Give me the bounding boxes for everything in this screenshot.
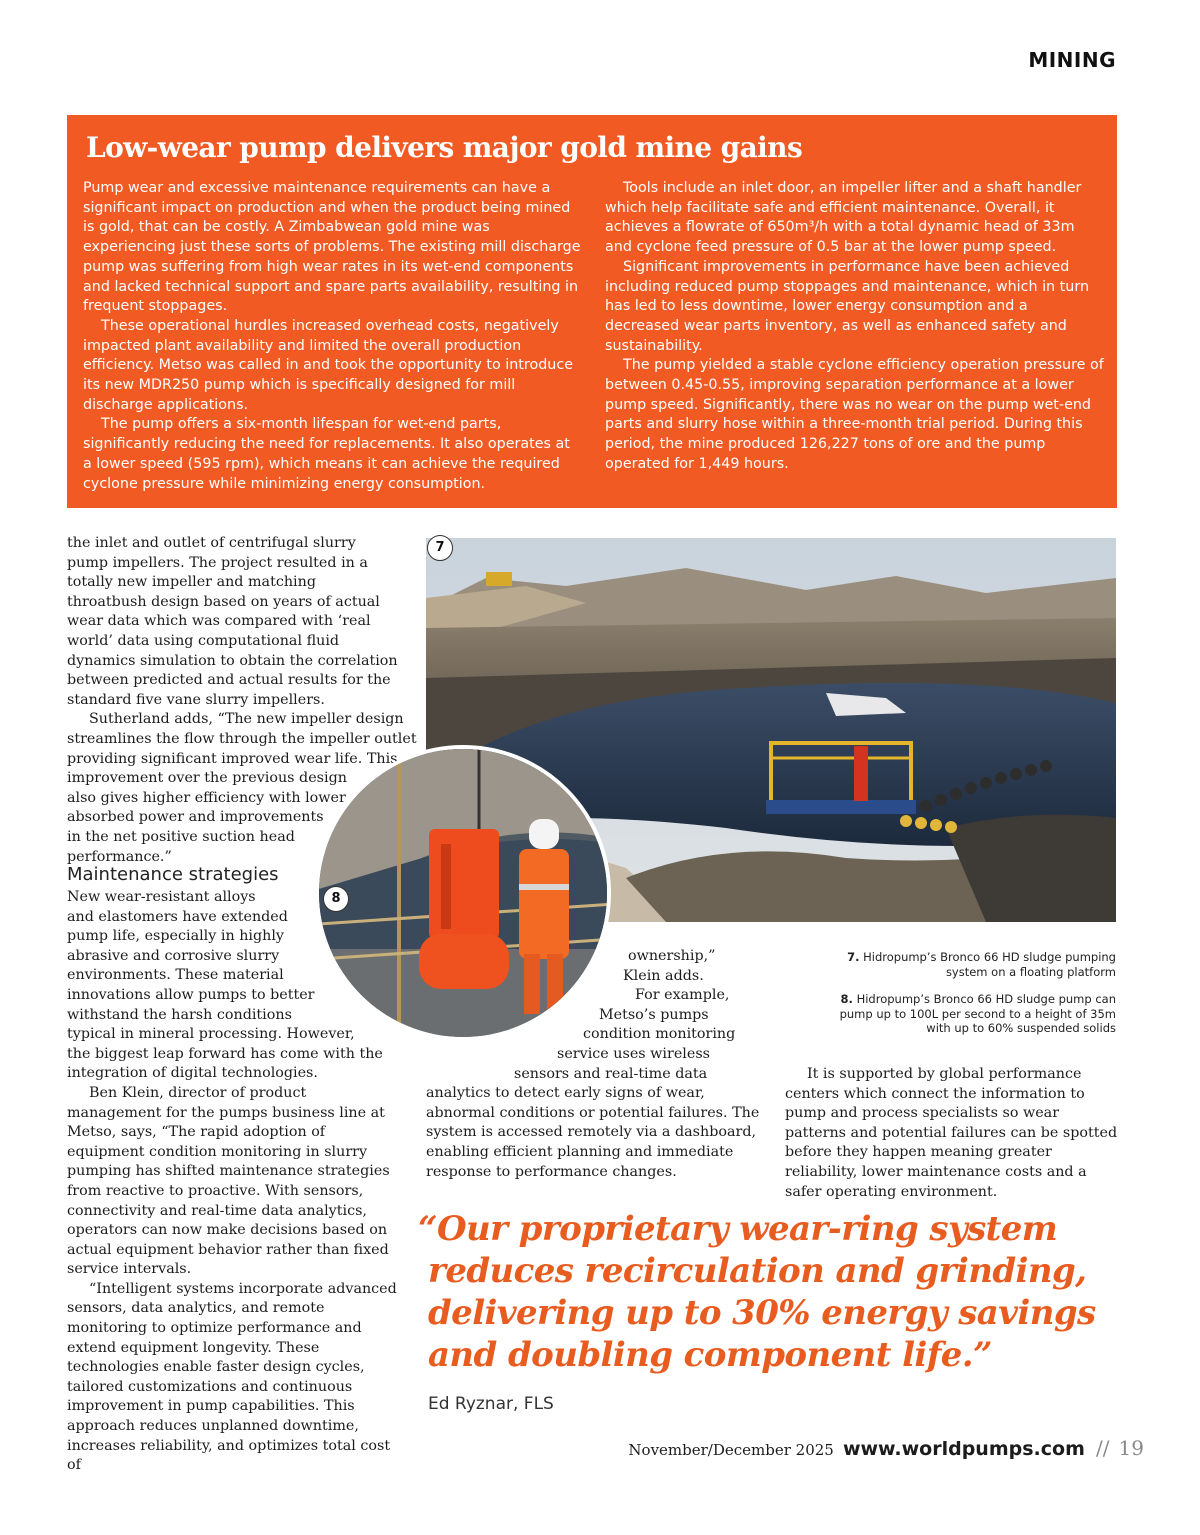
text-line: integration of digital technologies. [67, 1065, 318, 1082]
text-line: in the net positive suction head [67, 828, 295, 845]
caption-number: 8. [840, 992, 853, 1006]
text-line: sensors and real-time data [514, 1065, 708, 1082]
text-line: condition monitoring [583, 1026, 736, 1043]
caption-number: 7. [847, 950, 860, 964]
text-line: and elastomers have extended [67, 908, 288, 925]
body-paragraph: “Intelligent systems incorporate advanced sensors, data analytics, and remote monitoring to optimize performance and extend equipment longevity. These technologies enable faster design cycles, tailored customizations and continuous improvement in pump capabilities. This approach reduces unplanned downtime, increases reliability, and optimizes total cost of [67, 1280, 397, 1474]
text-line: also gives higher efficiency with lower [67, 789, 346, 806]
text-line: abrasive and corrosive slurry [67, 947, 280, 964]
text-line: service uses wireless [557, 1045, 710, 1062]
figure-7-caption [816, 950, 1116, 979]
text-line: innovations allow pumps to better [67, 986, 315, 1003]
body-paragraph: Ben Klein, director of product management for the pumps business line at Metso, says, “The rapid adoption of equipment condition monitoring in slurry pumping has shifted maintenance strategies from reactive to proactive. With sensors, connectivity and real-time data analytics, operators can now make decisions based on actual equipment behavior rather than fixed service intervals. [67, 1084, 390, 1278]
feature-box-title: Low-wear pump delivers major gold mine gains [86, 131, 803, 164]
website-link[interactable]: www.worldpumps.com [842, 1438, 1085, 1460]
text-line: the biggest leap forward has come with the [67, 1045, 383, 1062]
text-line: improvement over the previous design [67, 770, 347, 787]
figure-7-badge: 7 [427, 535, 453, 561]
pull-quote-line: reduces recirculation and grinding, [428, 1251, 1087, 1291]
pull-quote-line: delivering up to 30% energy savings [428, 1293, 1096, 1333]
feature-box-paragraph: Significant improvements in performance have been achieved including reduced pump stoppages and maintenance, which in turn has led to less downtime, lower energy consumption and a decreased wear parts inventory, as well as enhanced safety and sustainability. [605, 258, 1090, 354]
text-line: withstand the harsh conditions [67, 1006, 292, 1023]
feature-box-paragraph: The pump yielded a stable cyclone efficiency operation pressure of between 0.45-0.55, improving separation performance at a lower pump speed. Significantly, there was no wear on the pump wet-end parts and slurry hose within a three-month trial period. During this period, the mine produced 126,227 tons of ore and the pump operated for 1,449 hours. [605, 357, 1104, 472]
text-line: environments. These material [67, 967, 284, 984]
middle-column [426, 947, 766, 1182]
text-line: typical in mineral processing. However, [67, 1026, 355, 1043]
body-paragraph: It is supported by global performance centers which connect the information to pump and process specialists so wear patterns and potential failures can be spotted before they happen meaning greater reliability, lower maintenance costs and a safer operating environment. [785, 1066, 1118, 1200]
body-paragraph: the inlet and outlet of centrifugal slurry pump impellers. The project resulted in a totally new impeller and matching throatbush design based on years of actual wear data which was compared with ‘real world’ data using computational fluid dynamics simulation to obtain the correlation between predicted and actual results for the standard five vane slurry impellers. [67, 535, 398, 708]
text-line: pump life, especially in highly [67, 928, 284, 945]
text-line: New wear-resistant alloys [67, 889, 256, 905]
footer-separator: // [1095, 1436, 1110, 1460]
pull-quote-line: and doubling component life.” [428, 1335, 992, 1375]
text-line: For example, [635, 987, 730, 1004]
page-number: 19 [1118, 1436, 1144, 1460]
page-footer [628, 1436, 1144, 1460]
feature-box [67, 115, 1117, 508]
text-line: Klein adds. [623, 967, 704, 984]
feature-box-paragraph: These operational hurdles increased overhead costs, negatively impacted plant availability and limited the overall production efficiency. Metso was called in and took the opportunity to introduce its new MDR250 pump which is specifically designed for mill discharge applications. [83, 317, 574, 413]
pull-quote-attribution: Ed Ryznar, FLS [428, 1394, 554, 1414]
text-line: streamlines the flow through the impeller outlet [67, 730, 417, 747]
text-line: Metso’s pumps [599, 1006, 709, 1023]
text-line: Sutherland adds, “The new impeller design [89, 711, 404, 728]
right-column [785, 1065, 1120, 1202]
figure-8-badge: 8 [323, 886, 349, 912]
text-line: performance.” [67, 848, 172, 865]
subheading: Maintenance strategies [67, 864, 279, 885]
feature-box-paragraph: Pump wear and excessive maintenance requirements can have a significant impact on production and when the product being mined is gold, that can be costly. A Zimbabwean gold mine was experiencing just these sorts of problems. The existing mill discharge pump was suffering from high wear rates in its wet-end components and lacked technical support and spare parts availability, resulting in frequent stoppages. [83, 180, 581, 315]
caption-text: Hidropump’s Bronco 66 HD sludge pumping system on a floating platform [863, 950, 1116, 979]
text-line: ownership,” [628, 948, 716, 964]
body-paragraph: analytics to detect early signs of wear, abnormal conditions or potential failures. The system is accessed remotely via a dashboard, enabling efficient planning and immediate response to performance changes. [426, 1085, 760, 1180]
text-line: providing significant improved wear life. This [67, 750, 398, 767]
feature-box-paragraph: Tools include an inlet door, an impeller lifter and a shaft handler which help facilitate safe and efficient maintenance. Overall, it achieves a flowrate of 650m³/h with a total dynamic head of 33m and cyclone feed pressure of 0.5 bar at the lower pump speed. [605, 180, 1082, 256]
figure-8-caption [816, 992, 1116, 1036]
pull-quote [418, 1208, 1096, 1376]
feature-box-column-2 [605, 179, 1105, 475]
feature-box-paragraph: The pump offers a six-month lifespan for wet-end parts, significantly reducing the need for replacements. It also operates at a lower speed (595 rpm), which means it can achieve the required cyclone pressure while minimizing energy consumption. [83, 416, 570, 492]
text-line: absorbed power and improvements [67, 809, 324, 826]
pull-quote-line: “Our proprietary wear-ring system [418, 1209, 1058, 1249]
caption-text: Hidropump’s Bronco 66 HD sludge pump can pump up to 100L per second to a height of 35m with up to 60% suspended solids [839, 992, 1116, 1035]
issue-date: November/December 2025 [628, 1441, 834, 1459]
section-tag: MINING [1028, 48, 1116, 72]
feature-box-column-1 [83, 179, 583, 494]
